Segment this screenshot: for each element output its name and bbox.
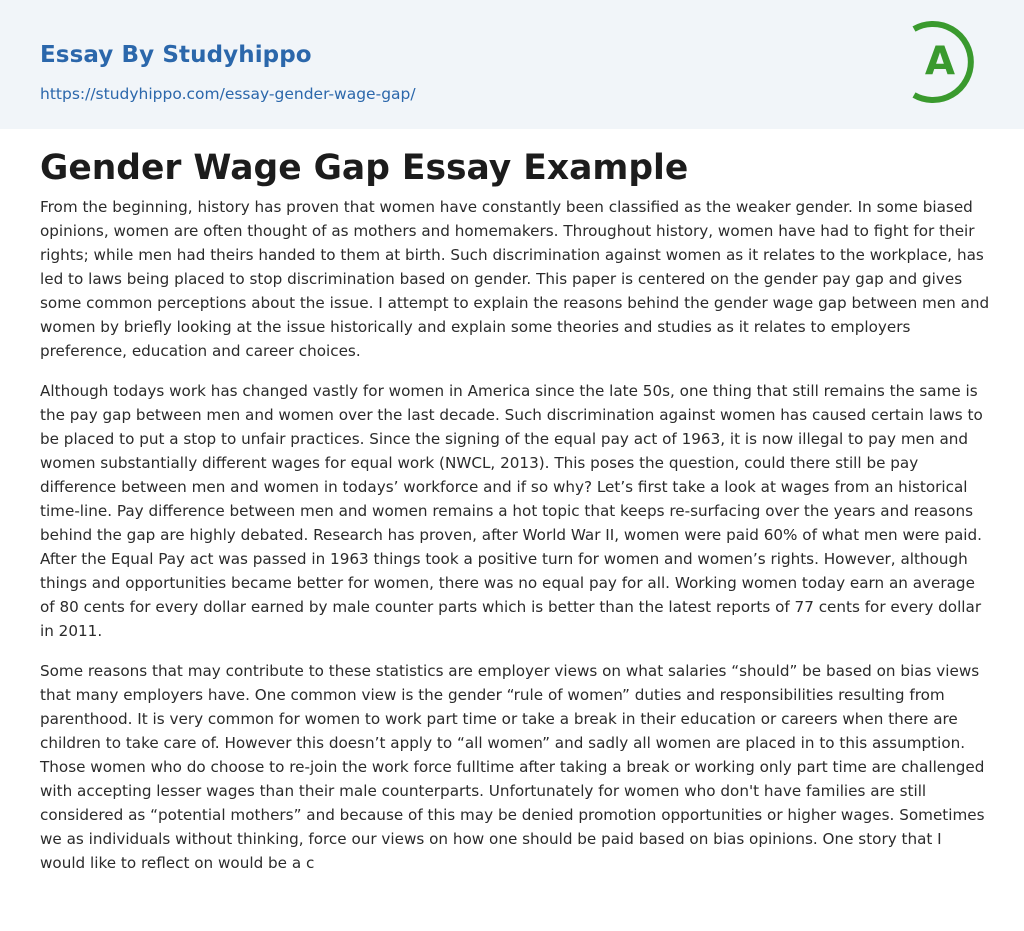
- site-brand[interactable]: Essay By Studyhippo: [40, 42, 312, 68]
- essay-paragraph: Some reasons that may contribute to these statistics are employer views on what salaries “should” be based on bias views that many employers have. One common view is the gender “rule of women” duties and responsibilities resulting from parenthood. It is very common for women to work part time or take a break in their education or careers when there are children to take care of. However this doesn’t apply to “all women” and sadly all women are placed in to this assumption. Those women who do choose to re-join the work force fulltime after taking a break or working only part time are challenged with accepting lesser wages than their male counterparts. Unfortunately for women who don't have families are still considered as “potential mothers” and because of this may be denied promotion opportunities or higher wages. Sometimes we as individuals without thinking, force our views on how one should be paid based on bias opinions. One story that I would like to reflect on would be a c: [40, 662, 985, 872]
- essay-paragraph: Although todays work has changed vastly for women in America since the late 50s, one thing that still remains the same is the pay gap between men and women over the last decade. Such discrimination against women has caused certain laws to be placed to put a stop to unfair practices. Since the signing of the equal pay act of 1963, it is now illegal to pay men and women substantially different wages for equal work (NWCL, 2013). This poses the question, could there still be pay difference between men and women in todays’ workforce and if so why? Let’s first take a look at wages from an historical time-line. Pay difference between men and women remains a hot topic that keeps re-surfacing over the years and reasons behind the gap are highly debated. Research has proven, after World War II, women were paid 60% of what men were paid. After the Equal Pay act was passed in 1963 things took a positive turn for women and women’s rights. However, although things and opportunities became better for women, there was no equal pay for all. Working women today earn an average of 80 cents for every dollar earned by male counter parts which is better than the latest reports of 77 cents for every dollar in 2011.: [40, 382, 983, 640]
- site-header: [0, 0, 1024, 129]
- page-title: Gender Wage Gap Essay Example: [40, 148, 689, 188]
- logo-letter: A: [924, 39, 956, 84]
- logo-icon[interactable]: [908, 18, 990, 108]
- essay-body: [40, 195, 990, 891]
- essay-paragraph: From the beginning, history has proven that women have constantly been classified as the weaker gender. In some biased opinions, women are often thought of as mothers and homemakers. Throughout history, women have had to fight for their rights; while men had theirs handed to them at birth. Such discrimination against women as it relates to the workplace, has led to laws being placed to stop discrimination based on gender. This paper is centered on the gender pay gap and gives some common perceptions about the issue. I attempt to explain the reasons behind the gender wage gap between men and women by briefly looking at the issue historically and explain some theories and studies as it relates to employers preference, education and career choices.: [40, 198, 990, 360]
- page-url-link[interactable]: https://studyhippo.com/essay-gender-wage-gap/: [40, 85, 416, 103]
